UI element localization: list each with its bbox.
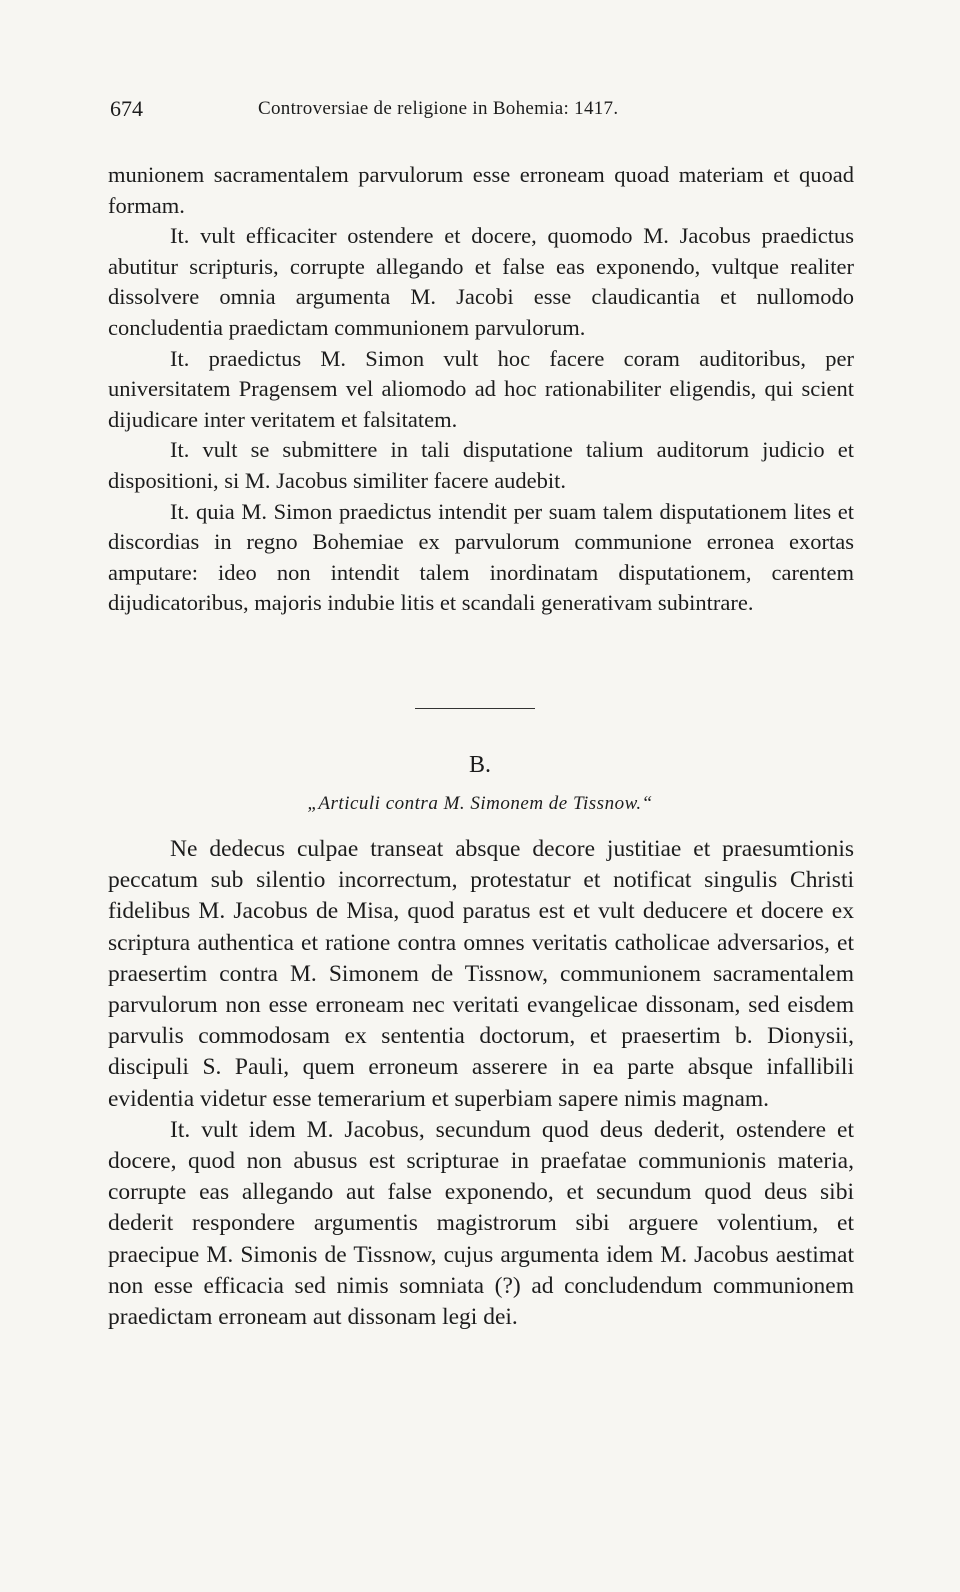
paragraph: It. quia M. Simon praedictus intendit per suam talem disputationem lites et discordias in regno Bohemiae ex parvulorum communione erronea exortas amputare: ideo non intendit talem inordinatam disputationem, carentem dijudicatoribus, majoris indubie litis et scandali generativam subintrare. xyxy=(108,498,854,616)
paragraph: It. praedictus M. Simon vult hoc facere coram auditoribus, per universitatem Pragensem vel aliomodo ad hoc rationabiliter eligendis, qui scient dijudicare inter veritatem et falsitatem. xyxy=(108,345,854,432)
running-title: Controversiae de religione in Bohemia: 1417. xyxy=(258,98,619,119)
section-heading: B. xyxy=(468,752,491,778)
section-a-text xyxy=(108,160,854,619)
section-b-text xyxy=(108,834,854,1333)
paragraph: It. vult idem M. Jacobus, secundum quod deus dederit, ostendere et docere, quod non abusus est scripturae in praefatae communionis materia, corrupte eas allegando aut false exponendo, et secundum quod deus sibi dederit respondere argumentis magistrorum sibi arguere volentium, et praecipue M. Simonis de Tissnow, cujus argumenta idem M. Jacobus aestimat non esse efficacia sed nimis somniata (?) ad concludendum communionem praedictam erroneam aut dissonam legi dei. xyxy=(108,1116,854,1331)
paragraph: Ne dedecus culpae transeat absque decore justitiae et praesumtionis peccatum sub silentio incorrectum, protestatur et notificat singulis Christi fidelibus M. Jacobus de Misa, quod paratus est et vult deducere et docere ex scriptura authentica et ratione contra omnes veritatis catholicae adversarios, et praesertim contra M. Simonem de Tissnow, communionem sacramentalem parvulorum non esse erroneam nec veritati evangelicae dissonam, sed eisdem parvulis commodosam ex sententia doctorum, et praesertim b. Dionysii, discipuli S. Pauli, quem erroneum asserere in ea parte absque infallibili evidentia videtur esse temerarium et superbiam sapere nimis magnam. xyxy=(108,836,854,1112)
section-divider xyxy=(415,708,535,709)
paragraph: munionem sacramentalem parvulorum esse erroneam quoad materiam et quoad formam. xyxy=(108,162,854,218)
section-title: „Articuli contra M. Simonem de Tissnow.“ xyxy=(307,793,653,814)
page-number: 674 xyxy=(110,96,143,121)
paragraph: It. vult efficaciter ostendere et docere, quomodo M. Jacobus praedictus abutitur scripturis, corrupte allegando et false eas exponendo, vultque realiter dissolvere omnia argumenta M. Jacobi esse claudicantia et nullomodo concludentia praedictam communionem parvulorum. xyxy=(108,223,854,340)
paragraph: It. vult se submittere in tali disputatione talium auditorum judicio et dispositioni, si M. Jacobus similiter facere audebit. xyxy=(108,437,854,493)
running-head xyxy=(110,96,855,126)
